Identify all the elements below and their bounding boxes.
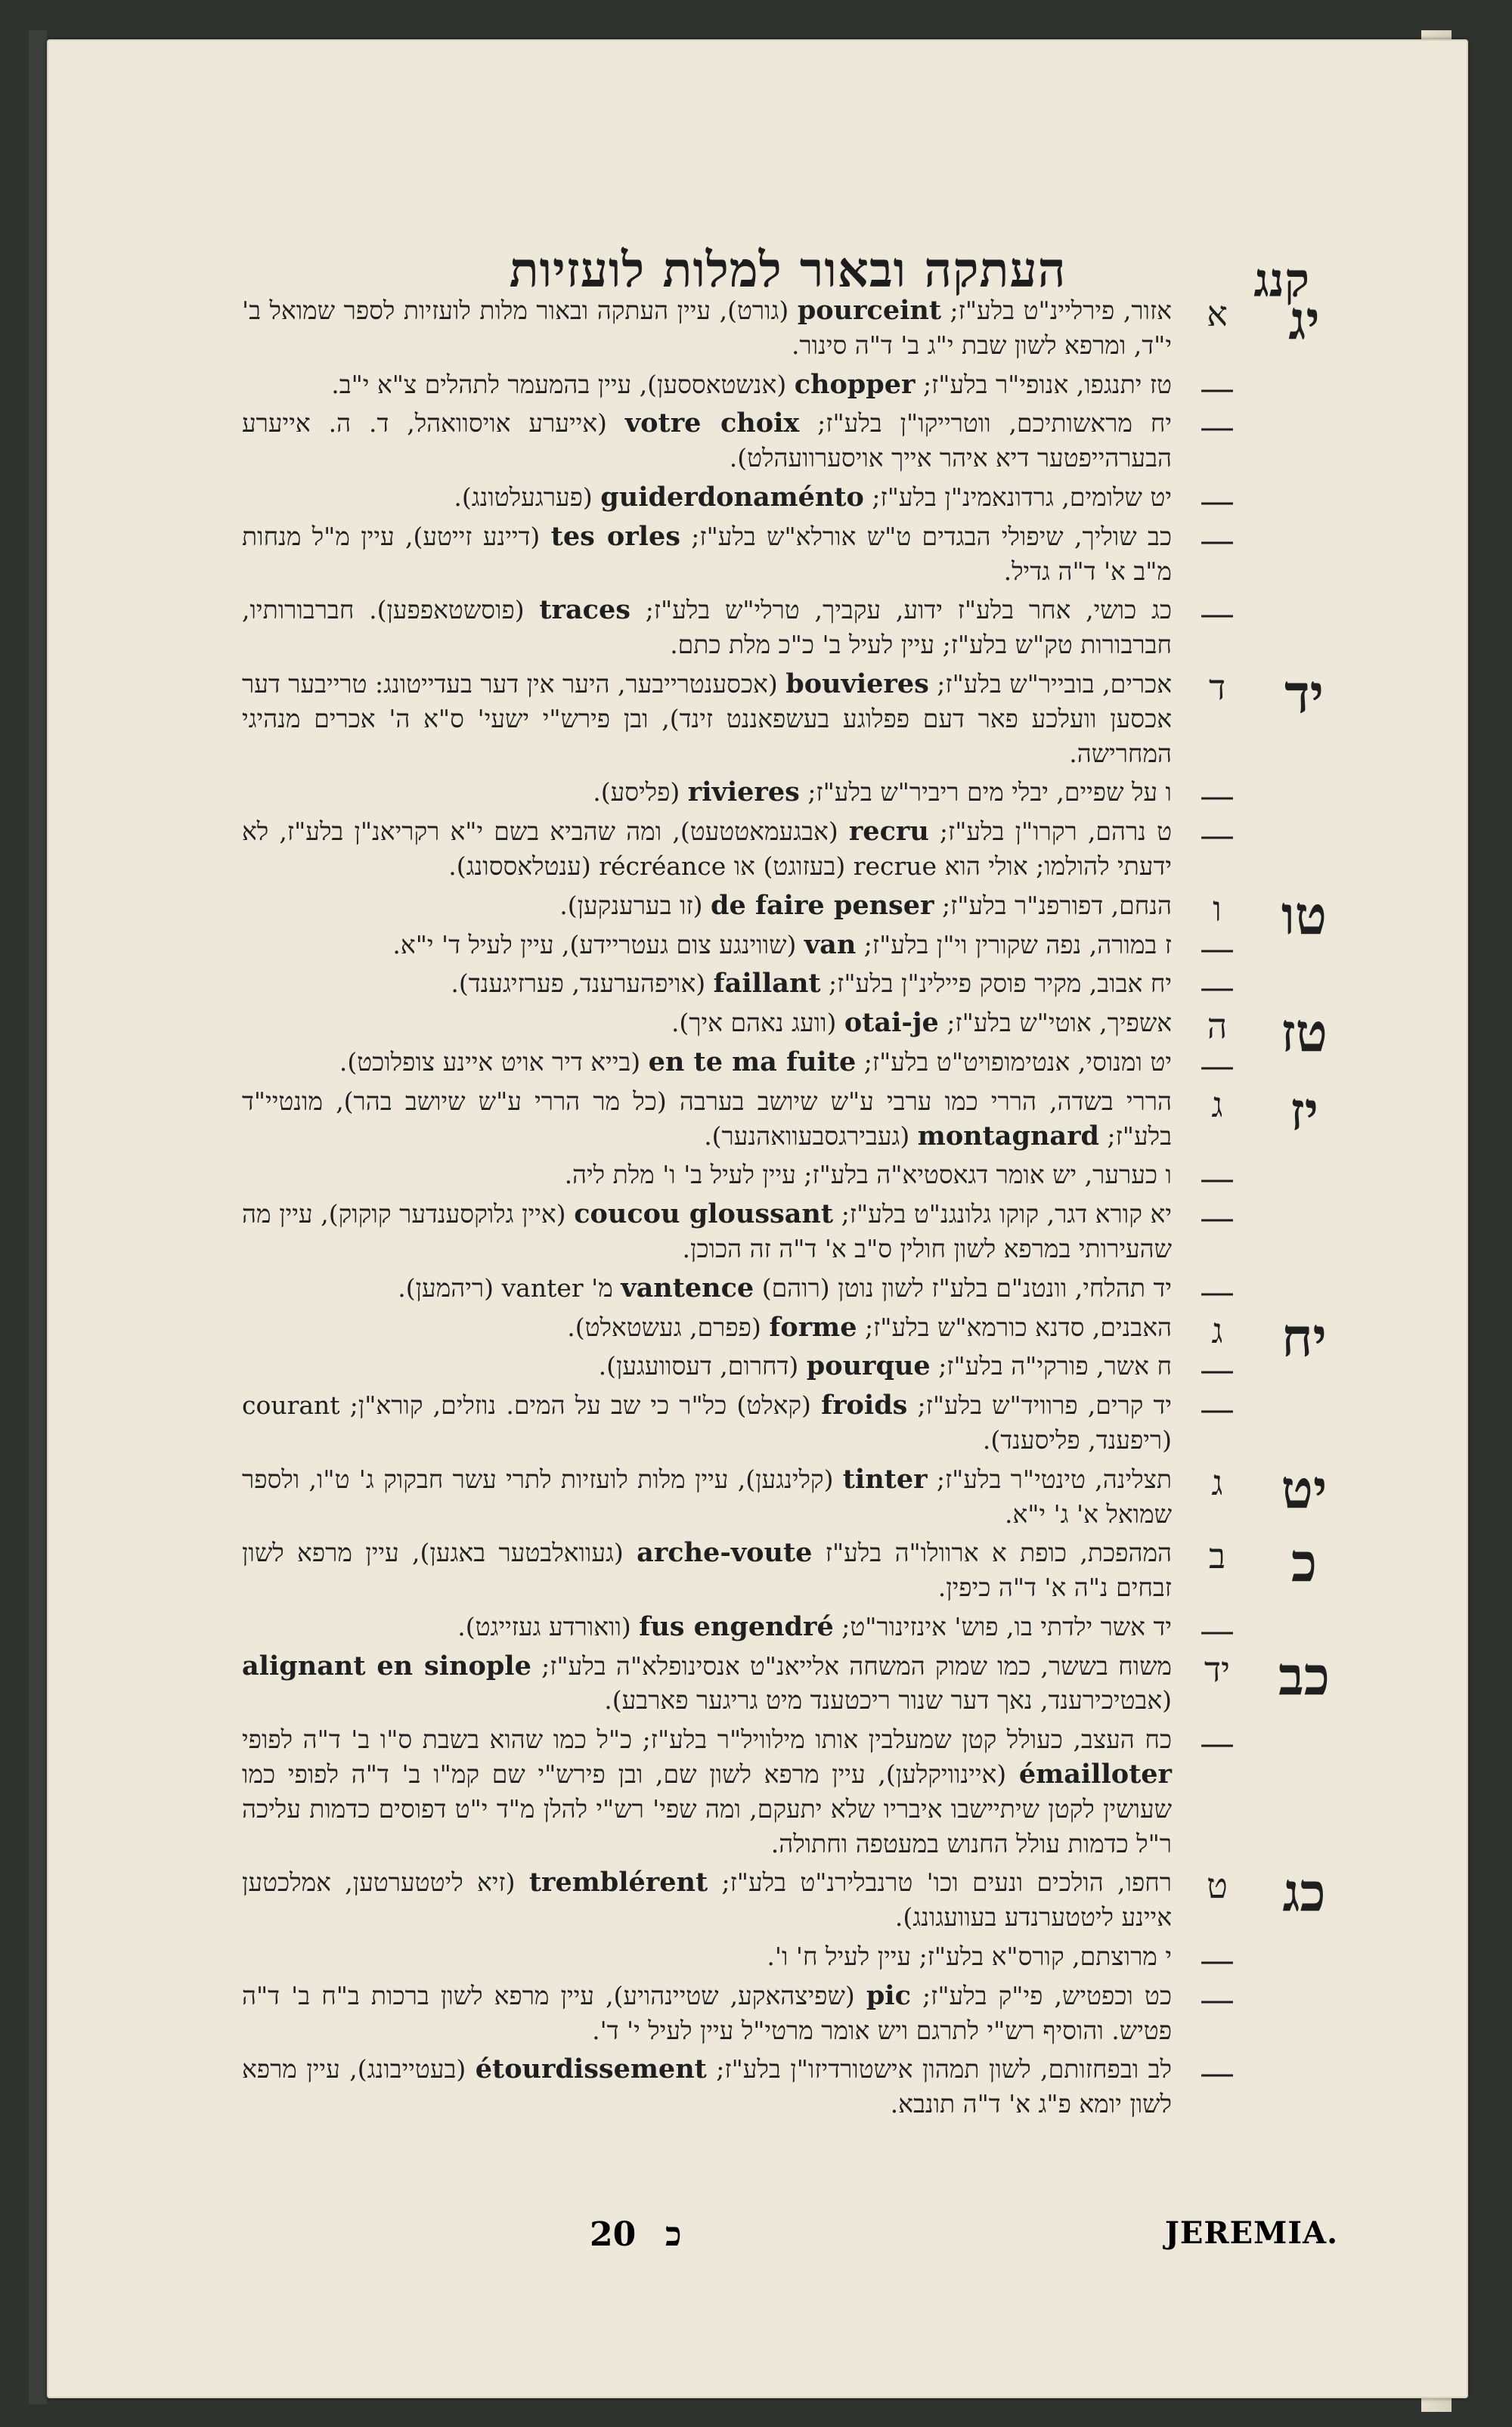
entry-text [242,1197,1172,1266]
explanation: (אכסענטרייבער, היער אין דער בעדייטונג: טרייבער דער אכסען וועלכע פאר דעם פפלוגע בעשפאננט זינד), ובן פירש"י ישעי' ס"א ה' אכרים מנהיגי המחרישה. [242,668,1172,768]
entry-text [242,1158,1172,1192]
hebrew-gloss: יט ומנוסי, אנטימופויט"ט בלע"ז; [856,1046,1172,1077]
hebrew-gloss: ח אשר, פורקי"ה בלע"ז; [930,1351,1172,1381]
chapter-number: כג [1282,1861,1326,1924]
entry-text [242,1610,1172,1644]
entry-text [242,1536,1172,1605]
hebrew-gloss: י מרוצתם, קורס"א בלע"ז; עיין לעיל ח' ו'. [767,1942,1172,1972]
catchword: JEREMIA. [1164,2215,1338,2251]
entry-text [242,293,1172,363]
verse-marker: ט [1207,1865,1228,1907]
french-word: recru [848,816,929,848]
french-word: étourdissement [475,2053,707,2085]
french-word: fus engendré [639,1610,834,1642]
hebrew-gloss: כח העצב, כעולל קטן שמעלבין אותו מילוויל"ר בלע"ז; כ"ל כמו שהוא בשבת ס"ו ב' ד"ה לפופי [242,1725,1172,1755]
entry [242,662,1346,770]
entry-text [242,2052,1172,2122]
verse-marker: — [1200,1722,1235,1764]
verse-marker: יד [1204,1648,1231,1690]
explanation: (וואורדע געזייגט). [457,1611,640,1641]
entry-text [242,1349,1172,1384]
explanation: (איינוויקלען), עיין מרפא לשון שם, ובן פירש"י שם קמ"ו ב' ד"ה לפופי כמו שעושין לקטן שיתיישבו איבריו שלא יתעקם, ומה שפי' רש"י להלן מ"ד י"ט דפוסים כדמות עליכה ר"ל כדמות עולל החנוש במעטפה וחתולה. [242,1759,1172,1858]
entry-text [242,1388,1172,1458]
chapter-number: יד [1284,662,1325,725]
french-word: alignant en sinople [242,1650,531,1682]
explanation: (פוסשטאפפען). חברבורותיו, חברבורות טק"ש בלע"ז; עיין לעיל ב' כ"כ מלת כתם. [242,595,1172,660]
hebrew-gloss: ו על שפיים, יבלי מים ריביר"ש בלע"ז; [799,777,1172,807]
hebrew-gloss: כט וכפטיש, פי"ק בלע"ז; [910,1980,1172,2010]
entry [242,1457,1346,1532]
french-word: vantence [621,1272,754,1303]
entry [242,289,1346,363]
entry-text [242,1979,1172,2048]
french-word: montagnard [917,1120,1099,1152]
hebrew-gloss: ז במורה, נפה שקורין וי"ן בלע"ז; [856,929,1172,959]
french-word: tes orles [550,520,680,552]
explanation: (אבטיכירענד, נאך דער שנור ריכטענד מיט גריגער פארבע). [604,1685,1172,1716]
entry-text [242,1865,1172,1935]
entry [242,1158,1346,1199]
verse-marker: — [1200,1939,1235,1981]
entry [242,775,1346,817]
hebrew-gloss: יד קרים, פרוויד"ש בלע"ז; [907,1390,1172,1421]
explanation: (געבירגסבעוואהנער). [704,1121,918,1151]
hebrew-gloss: טז יתנגפו, אנופי"ר בלע"ז; [915,369,1172,399]
verse-marker: ג [1211,1461,1223,1503]
french-word: faillant [713,968,821,1000]
entry [242,2052,1346,2122]
verse-marker: — [1200,775,1235,817]
explanation: (קלינגען), עיין מלות לועזיות לתרי עשר חבקוק ג' ט"ו, ולספר שמואל א' ג' י"א. [242,1464,1172,1529]
entry [242,406,1346,476]
entry [242,1861,1346,1935]
french-word: guiderdonaménto [600,481,864,513]
entry [242,1979,1346,2048]
verse-marker: — [1200,966,1235,1008]
french-word: pourque [806,1350,931,1382]
entry [242,966,1346,1008]
french-word: de faire penser [711,889,934,921]
hebrew-gloss: יא קורא דגר, קוקו גלונגנ"ט בלע"ז; [833,1199,1172,1229]
verse-marker: — [1200,2052,1235,2094]
entry-text [242,1939,1172,1974]
verse-marker: — [1200,593,1235,634]
verse-marker: — [1200,1158,1235,1199]
verse-marker: — [1200,519,1235,560]
entry [242,1079,1346,1154]
entry [242,1270,1346,1312]
french-word: rivieres [687,776,800,808]
french-word: traces [539,594,631,626]
chapter-number: טז [1281,1001,1328,1065]
entry-text [242,888,1172,923]
entry [242,1609,1346,1651]
explanation: (אנשטאססען), עיין בהמעמר לתהלים צ"א י"ב. [331,369,795,399]
verse-marker: ג [1211,1310,1223,1351]
hebrew-gloss: המהפכת, כופת א ארוולו"ה בלע"ז [812,1538,1173,1568]
explanation: (פפרם, געשטאלט). [567,1312,770,1342]
entry [242,367,1346,408]
entry-text [242,1310,1172,1345]
verse-marker: א [1207,293,1228,334]
hebrew-page-number: קנג [1253,253,1309,308]
hebrew-gloss: אשפיך, אוטי"ש בלע"ז; [938,1008,1172,1038]
french-word: pic [866,1979,911,2011]
entry [242,1044,1346,1086]
verse-marker: — [1200,1388,1235,1430]
verse-marker: ג [1211,1083,1223,1125]
french-word: arche-voute [637,1537,813,1569]
hebrew-gloss: יט שלומים, גרדונאמינ"ן בלע"ז; [863,482,1172,512]
chapter-number: טו [1281,883,1328,947]
chapter-number: יז [1290,1079,1318,1142]
entry-text [242,593,1172,662]
hebrew-footer-number: כ [665,2215,682,2254]
chapter-number: כ [1290,1531,1318,1595]
page-number: 20 [590,2215,637,2254]
explanation: מ' vanter (ריהמען). [398,1272,621,1303]
hebrew-gloss: אכרים, בובייר"ש בלע"ז; [928,668,1172,699]
hebrew-gloss: האבנים, סדנא כורמא"ש בלע"ז; [857,1312,1172,1342]
entry-text [242,814,1172,884]
hebrew-gloss: הררי בשדה, הררי כמו ערבי ע"ש שיושב בערבה (כל מר הררי ע"ש שיושב בהר), מונטיי"ד בלע"ז; [242,1086,1172,1151]
hebrew-gloss: ט נרהם, רקרו"ן בלע"ז; [928,817,1172,847]
chapter-number: יט [1281,1457,1328,1520]
french-word: tinter [842,1463,928,1495]
verse-marker: — [1200,406,1235,448]
hebrew-gloss: כג כושי, אחר בלע"ז ידוע, עקביך, טרלי"ש בלע"ז; [630,595,1172,625]
verse-marker: — [1200,1270,1235,1312]
entry [242,519,1346,589]
explanation: (פערגעלטונג). [454,482,601,512]
explanation: (בייא דיר אויט איינע צופלוכט). [339,1046,649,1077]
book-spine [29,30,47,2404]
entries-list [242,289,1346,2126]
explanation: (אויפהערענד, פערזיגענד). [451,969,714,999]
verse-marker: ה [1207,1006,1228,1047]
explanation: (דחרום, דעסוועגען). [598,1351,807,1381]
explanation: (זיא ליטטערטען, אמלכטען איינע ליטטערנדע בעוועגונג). [242,1868,1172,1933]
hebrew-gloss: כב שוליך, שיפולי הבגדים ט"ש אורלא"ש בלע"ז; [680,521,1172,551]
french-word: bouvieres [785,668,929,699]
entry-text [242,1006,1172,1040]
verse-marker: — [1200,1044,1235,1086]
entry [242,479,1346,521]
entry-text [242,1084,1172,1154]
french-word: votre choix [624,408,800,439]
hebrew-gloss: רחפו, הולכים ונעים וכו' טרנבלירנ"ט בלע"ז; [708,1868,1172,1898]
entry [242,1939,1346,1981]
entry-text [242,1271,1172,1306]
explanation: (קאלט) כל"ר כי שב על המים. נוזלים, קורא"ן; courant (ריפענד, פליסענד). [242,1390,1172,1455]
hebrew-gloss: הנחם, דפורפנ"ר בלע"ז; [934,890,1172,920]
hebrew-gloss: יח אבוב, מקיר פוסק פיילינ"ן בלע"ז; [820,969,1172,999]
explanation: (פליסע). [593,777,688,807]
verse-marker: — [1200,1609,1235,1651]
chapter-number: יח [1281,1305,1327,1368]
entry-text [242,1722,1172,1861]
verse-marker: — [1200,1349,1235,1390]
verse-marker: ו [1213,888,1222,929]
entry-text [242,1462,1172,1532]
hebrew-gloss: אזור, פירליינ"ט בלע"ז; [941,296,1172,325]
french-word: van [804,928,857,960]
entry [242,1388,1346,1458]
french-word: en te ma fuite [648,1046,857,1077]
french-word: froids [821,1390,908,1421]
french-word: pourceint [797,295,942,326]
verse-marker: — [1200,1197,1235,1238]
entry [242,814,1346,884]
entry [242,593,1346,662]
hebrew-gloss: יד אשר ילדתי בו, פוש' אינזינור"ט; [833,1611,1172,1641]
entry [242,1722,1346,1861]
entry-text [242,667,1172,770]
explanation: (געוואלבטער באגען), עיין מרפא לשון זבחים נ"ה א' ד"ה כיפין. [242,1538,1172,1603]
verse-marker: — [1200,814,1235,856]
page-title: העתקה ובאור למלות לועזיות [509,242,1067,299]
entry-text [242,775,1172,810]
explanation: (אבגעמאטטעט), ומה שהביא בשם י"א רקריאנ"ן בלע"ז, לא ידעתי להולמו; אולי הוא recrue (בעזוגט) או récréance (ענטלאססונג). [242,817,1172,881]
explanation: (דיינע זייטע), עיין מ"ל מנחות מ"ב א' ד"ה גדיל. [242,521,1172,586]
entry [242,1197,1346,1266]
entry [242,1531,1346,1605]
explanation: (זו בערענקען). [559,890,711,920]
entry-text [242,367,1172,402]
chapter-number: כב [1278,1644,1330,1707]
explanation: (שפיצהאקע, שטיינהויע), עיין מרפא לשון ברכות ב"ח ב' ד"ה פטיש. והוסיף רש"י לתרגם ויש אומר מרטי"ל עיין לעיל י' ד'. [242,1980,1172,2045]
french-word: tremblérent [528,1867,708,1899]
verse-marker: — [1200,927,1235,969]
chapter-number: יג [1288,289,1320,352]
hebrew-gloss: יח מראשותיכם, ווטרייקו"ן בלע"ז; [799,408,1172,439]
entry-text [242,519,1172,589]
verse-marker: — [1200,367,1235,408]
entry-text [242,966,1172,1001]
entry [242,1349,1346,1390]
explanation: (גורט), עיין העתקה ובאור מלות לועזיות לספר שמואל ב' י"ד, ומרפא לשון שבת י"ג ב' ד"ה סינור. [242,296,1172,360]
explanation: (אייערע אויסוואהל, ד. ה. אייערע הבערהייפטער דיא איהר אייך אויסערוועהלט). [242,408,1172,473]
french-word: chopper [794,368,916,400]
entry-text [242,1649,1172,1719]
verse-marker: — [1200,1978,1235,2019]
explanation: (בעטייבונג), עיין מרפא לשון יומא פ"ג א' ד"ה תונבא. [242,2054,1172,2119]
entry [242,927,1346,969]
explanation: (איין גלוקסענדער קוקוק), עיין מה שהעירותי במרפא לשון חולין ס"ב א' ד"ה זה הכוכן. [242,1199,1172,1263]
hebrew-gloss: ו כערער, יש אומר דגאסטיא"ה בלע"ז; עיין לעיל ב' ו' מלת ליה. [564,1160,1172,1190]
french-word: coucou gloussant [574,1198,834,1230]
entry-text [242,480,1172,515]
page-footer [242,2215,1452,2276]
verse-marker: ב [1208,1536,1226,1577]
verse-marker: ד [1208,666,1226,708]
entry-text [242,928,1172,962]
verse-marker: — [1200,479,1235,521]
hebrew-gloss: תצלינה, טינטי"ר בלע"ז; [927,1464,1172,1494]
hebrew-gloss: משוח בששר, כמו שמוק המשחה אלייאנ"ט אנסינופלא"ה בלע"ז; [531,1651,1172,1681]
explanation: (שווינגע צום געטריידע), עיין לעיל ד' י"א. [392,929,804,959]
entry [242,1644,1346,1719]
hebrew-gloss: לב ובפחזותם, לשון תמהון אישטורדיזו"ן בלע"ז; [706,2054,1172,2084]
french-word: émailloter [1018,1759,1172,1790]
french-word: otai-je [844,1007,939,1039]
entry-text [242,406,1172,476]
entry-text [242,1045,1172,1080]
hebrew-gloss: יד תהלחי, וונטנ"ם בלע"ז לשון נוטן (רוהם) [754,1272,1172,1303]
french-word: forme [769,1311,857,1343]
explanation: (וועג נאהם איך). [671,1008,844,1038]
